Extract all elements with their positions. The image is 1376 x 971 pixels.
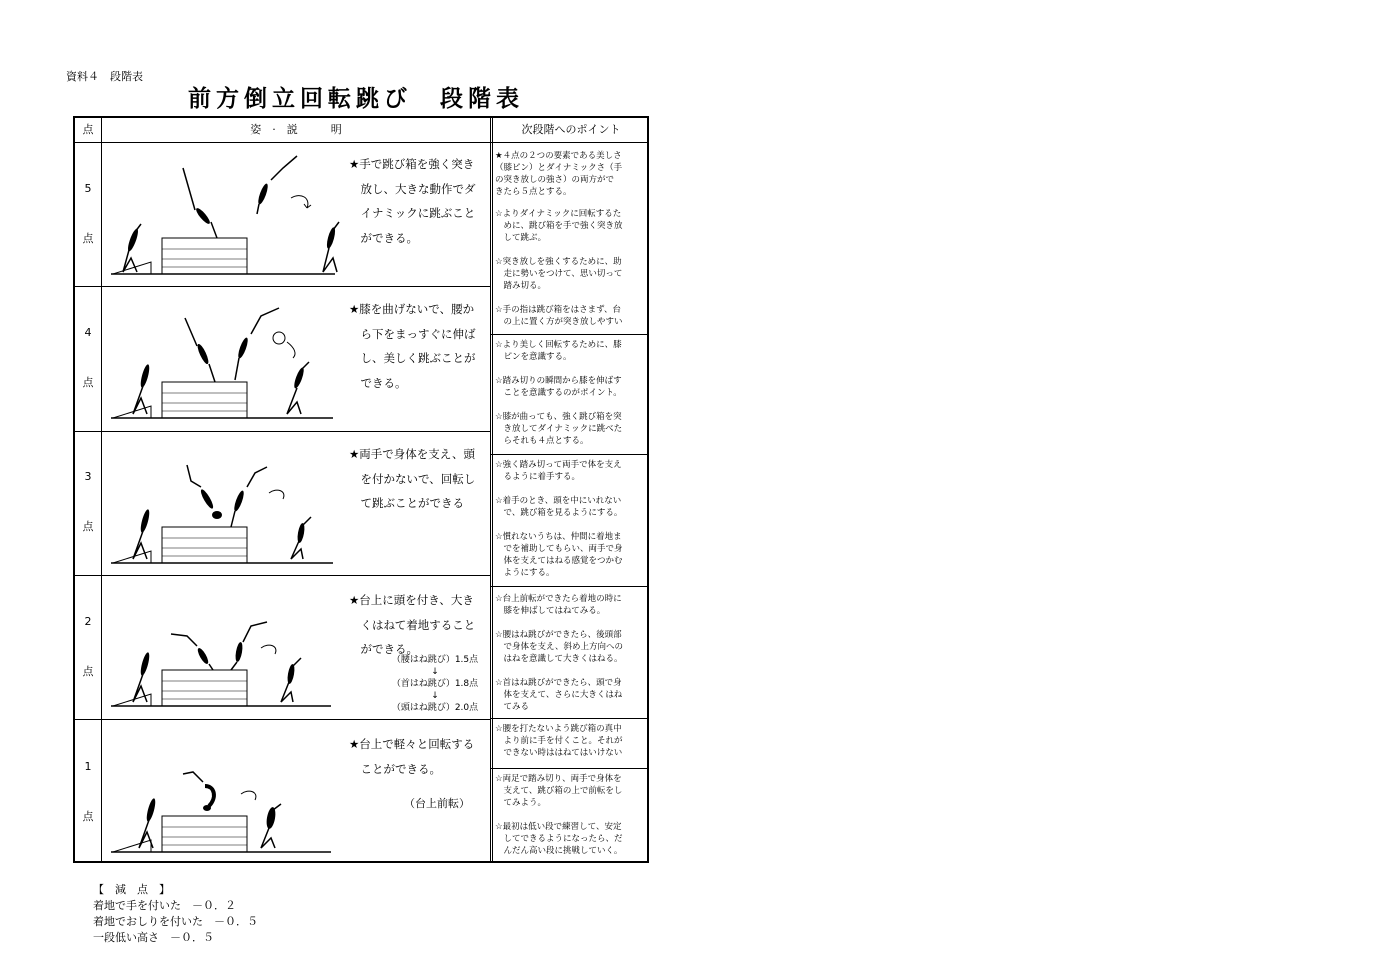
points-cell: [491, 335, 649, 454]
score-unit: 点: [82, 232, 94, 245]
points-cell: [491, 719, 649, 768]
score-value: 2: [84, 615, 92, 628]
point-item: ☆両足で踏み切り、両手で身体を 支えて、跳び箱の上で前転をし てみよう。: [495, 774, 623, 808]
vault-level-2-figure-icon: [111, 586, 331, 710]
deduction-item: 一段低い高さ －０．５: [93, 931, 214, 944]
stage-table: [73, 116, 649, 863]
points-cell: [491, 144, 649, 334]
row-sub-notes: （台上前転）: [404, 797, 470, 810]
score-unit: 点: [82, 520, 94, 533]
page-title: 前方倒立回転跳び 段階表: [188, 86, 524, 112]
row-description: ★台上で軽々と回転する ことができる。: [349, 737, 475, 776]
score-value: 5: [84, 182, 92, 195]
point-item: ☆台上前転ができたら着地の時に 膝を伸ばしてはねてみる。: [495, 594, 622, 616]
score-value: 1: [84, 760, 92, 773]
point-item: ☆突き放しを強くするために、助 走に勢いをつけて、思い切って 踏み切る。: [495, 257, 623, 291]
point-item: ☆首はね跳びができたら、頭で身 体を支えて、さらに大きくはね てみる: [495, 678, 623, 712]
row-divider: [75, 575, 491, 576]
point-item: ★４点の２つの要素である美しさ （膝ピン）とダイナミックさ（手 の突き放しの強さ）の両方がで きたら５点とする。: [495, 151, 623, 197]
point-item: ☆よりダイナミックに回転するた めに、跳び箱を手で強く突き放 して跳ぶ。: [495, 209, 623, 243]
reference-label: 資料４ 段階表: [66, 70, 143, 83]
point-item: ☆着手のとき、頭を中にいれない で、跳び箱を見るようにする。: [495, 496, 623, 518]
header-points: 次段階へのポイント: [521, 123, 621, 136]
point-item: ☆より美しく回転するために、膝 ピンを意識する。: [495, 340, 622, 362]
point-item: ☆踏み切りの瞬間から膝を伸ばす ことを意識するのがポイント。: [495, 376, 622, 398]
row-description: ★両手で身体を支え、頭 を付かないで、回転し て跳ぶことができる: [349, 447, 476, 510]
row-sub-notes: （腰はね跳び）1.5点 ↓ （首はね跳び）1.8点 ↓ （頭はね跳び）2.0点: [391, 655, 479, 713]
score-value: 4: [84, 326, 92, 339]
deduction-item: 着地でおしりを付いた －０．５: [93, 915, 258, 928]
vault-level-3-figure-icon: [111, 443, 351, 567]
deductions-label: 【 減 点 】: [93, 883, 165, 896]
header-divider: [75, 142, 649, 143]
header-description: 姿 · 説 明: [250, 123, 342, 136]
vault-level-5-figure-icon: [111, 154, 351, 278]
score-value: 3: [84, 470, 92, 483]
row-divider: [75, 719, 491, 720]
row-description: ★膝を曲げないで、腰か ら下をまっすぐに伸ば し、美しく跳ぶことが できる。: [349, 302, 476, 390]
deductions-line: [86, 868, 280, 945]
deduction-item: 着地で手を付いた －０．２: [93, 899, 236, 912]
points-cell: [491, 769, 649, 863]
point-item: ☆慣れないうちは、仲間に着地ま でを補助してもらい、両手で身 体を支えてはねる感覚をつかむ ようにする。: [495, 532, 623, 578]
header-score: 点: [82, 123, 94, 136]
score-unit: 点: [82, 665, 94, 678]
point-item: ☆腰を打たないよう跳び箱の真中 より前に手を付くこと。それが できない時ははねてはいけない: [495, 724, 623, 758]
point-item: ☆膝が曲っても、強く跳び箱を突 き放してダイナミックに跳べた らそれも４点とする。: [495, 412, 623, 446]
point-item: ☆腰はね跳びができたら、後頭部 で身体を支え、斜め上方向への はねを意識して大きくはねる。: [495, 630, 624, 664]
vault-level-1-figure-icon: [111, 732, 331, 856]
point-item: ☆手の指は跳び箱をはさまず、台 の上に置く方が突き放しやすい: [495, 305, 623, 327]
points-cell: [491, 455, 649, 586]
vault-level-4-figure-icon: [111, 298, 351, 422]
row-description: ★台上に頭を付き、大き くはねて着地すること ができる。: [349, 593, 476, 656]
row-divider: [75, 286, 491, 287]
point-item: ☆最初は低い段で練習して、安定 してできるようになったら、だ んだん高い段に挑戦していく。: [495, 822, 623, 856]
row-divider: [75, 431, 491, 432]
row-description: ★手で跳び箱を強く突き 放し、大きな動作でダ イナミックに跳ぶこと ができる。: [349, 157, 476, 245]
column-divider: [101, 118, 102, 861]
score-unit: 点: [82, 376, 94, 389]
point-item: ☆強く踏み切って両手で体を支え るように着手する。: [495, 460, 622, 482]
points-cell: [491, 587, 649, 718]
score-unit: 点: [82, 810, 94, 823]
